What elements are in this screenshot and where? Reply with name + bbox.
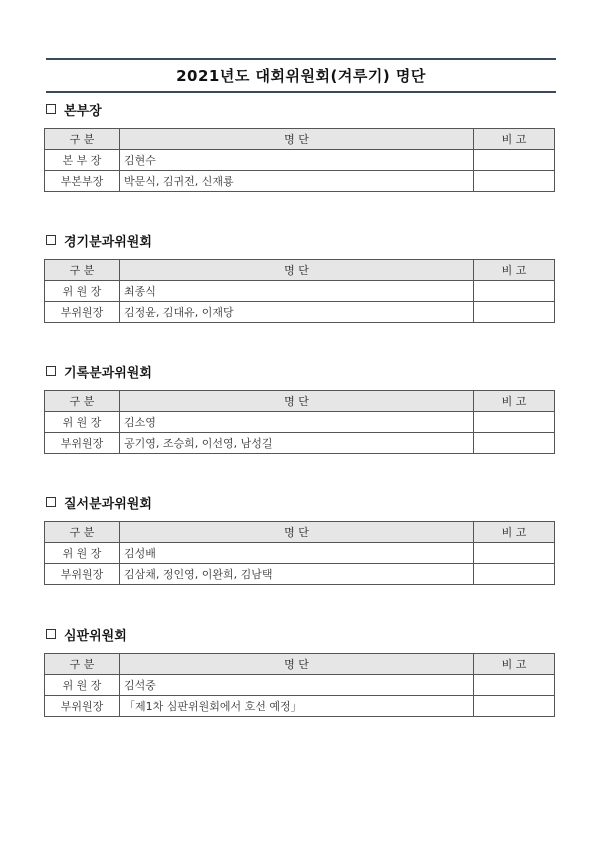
names-cell: 공기영, 조승희, 이선영, 남성길 (120, 433, 474, 454)
table-row (45, 433, 555, 454)
names-cell: 김현수 (120, 150, 474, 171)
table-row (45, 564, 555, 585)
names-cell: 김삼채, 정인영, 이완희, 김남택 (120, 564, 474, 585)
section-header (44, 231, 554, 249)
names-cell: 최종식 (120, 281, 474, 302)
section-header (44, 493, 554, 511)
role-cell: 부위원장 (45, 696, 120, 717)
role-cell: 본 부 장 (45, 150, 120, 171)
role-cell: 부위원장 (45, 564, 120, 585)
checkbox-icon (46, 104, 56, 114)
note-cell (474, 696, 555, 717)
checkbox-icon (46, 366, 56, 376)
note-cell (474, 150, 555, 171)
role-cell: 부위원장 (45, 302, 120, 323)
names-cell: 박문식, 김귀전, 신재룡 (120, 171, 474, 192)
section-title: 심판위원회 (64, 628, 127, 644)
header-note: 비 고 (474, 129, 555, 150)
note-cell (474, 564, 555, 585)
section-title: 경기분과위원회 (64, 234, 152, 250)
table-row (45, 171, 555, 192)
page-title: 2021년도 대회위원회(겨루기) 명단 (176, 67, 426, 85)
section-headquarters (44, 100, 554, 192)
header-role: 구 분 (45, 129, 120, 150)
role-cell: 위 원 장 (45, 543, 120, 564)
section-title: 본부장 (64, 103, 102, 119)
checkbox-icon (46, 235, 56, 245)
section-order-committee (44, 493, 554, 585)
title-bar (46, 58, 556, 93)
names-cell: 김소영 (120, 412, 474, 433)
header-role: 구 분 (45, 260, 120, 281)
checkbox-icon (46, 629, 56, 639)
note-cell (474, 281, 555, 302)
header-names: 명 단 (120, 522, 474, 543)
names-cell: 「제1차 심판위원회에서 호선 예정」 (120, 696, 474, 717)
header-role: 구 분 (45, 391, 120, 412)
note-cell (474, 675, 555, 696)
header-names: 명 단 (120, 654, 474, 675)
header-names: 명 단 (120, 260, 474, 281)
committee-table (44, 390, 555, 454)
section-header (44, 625, 554, 643)
names-cell: 김석중 (120, 675, 474, 696)
note-cell (474, 171, 555, 192)
role-cell: 위 원 장 (45, 412, 120, 433)
header-note: 비 고 (474, 391, 555, 412)
section-header (44, 100, 554, 118)
role-cell: 부위원장 (45, 433, 120, 454)
names-cell: 김성배 (120, 543, 474, 564)
table-row (45, 302, 555, 323)
header-names: 명 단 (120, 391, 474, 412)
table-row (45, 696, 555, 717)
committee-table (44, 128, 555, 192)
table-header-row (45, 260, 555, 281)
committee-table (44, 653, 555, 717)
table-row (45, 281, 555, 302)
table-header-row (45, 391, 555, 412)
header-names: 명 단 (120, 129, 474, 150)
checkbox-icon (46, 497, 56, 507)
section-title: 기록분과위원회 (64, 365, 152, 381)
table-row (45, 412, 555, 433)
table-row (45, 543, 555, 564)
table-header-row (45, 129, 555, 150)
role-cell: 위 원 장 (45, 675, 120, 696)
section-referee-committee (44, 625, 554, 717)
note-cell (474, 302, 555, 323)
committee-table (44, 521, 555, 585)
table-row (45, 675, 555, 696)
table-row (45, 150, 555, 171)
note-cell (474, 433, 555, 454)
header-note: 비 고 (474, 654, 555, 675)
names-cell: 김정윤, 김대유, 이재당 (120, 302, 474, 323)
section-competition-committee (44, 231, 554, 323)
header-note: 비 고 (474, 522, 555, 543)
committee-table (44, 259, 555, 323)
section-records-committee (44, 362, 554, 454)
section-header (44, 362, 554, 380)
table-header-row (45, 654, 555, 675)
note-cell (474, 543, 555, 564)
role-cell: 위 원 장 (45, 281, 120, 302)
role-cell: 부본부장 (45, 171, 120, 192)
note-cell (474, 412, 555, 433)
table-header-row (45, 522, 555, 543)
section-title: 질서분과위원회 (64, 496, 152, 512)
header-role: 구 분 (45, 522, 120, 543)
header-note: 비 고 (474, 260, 555, 281)
header-role: 구 분 (45, 654, 120, 675)
